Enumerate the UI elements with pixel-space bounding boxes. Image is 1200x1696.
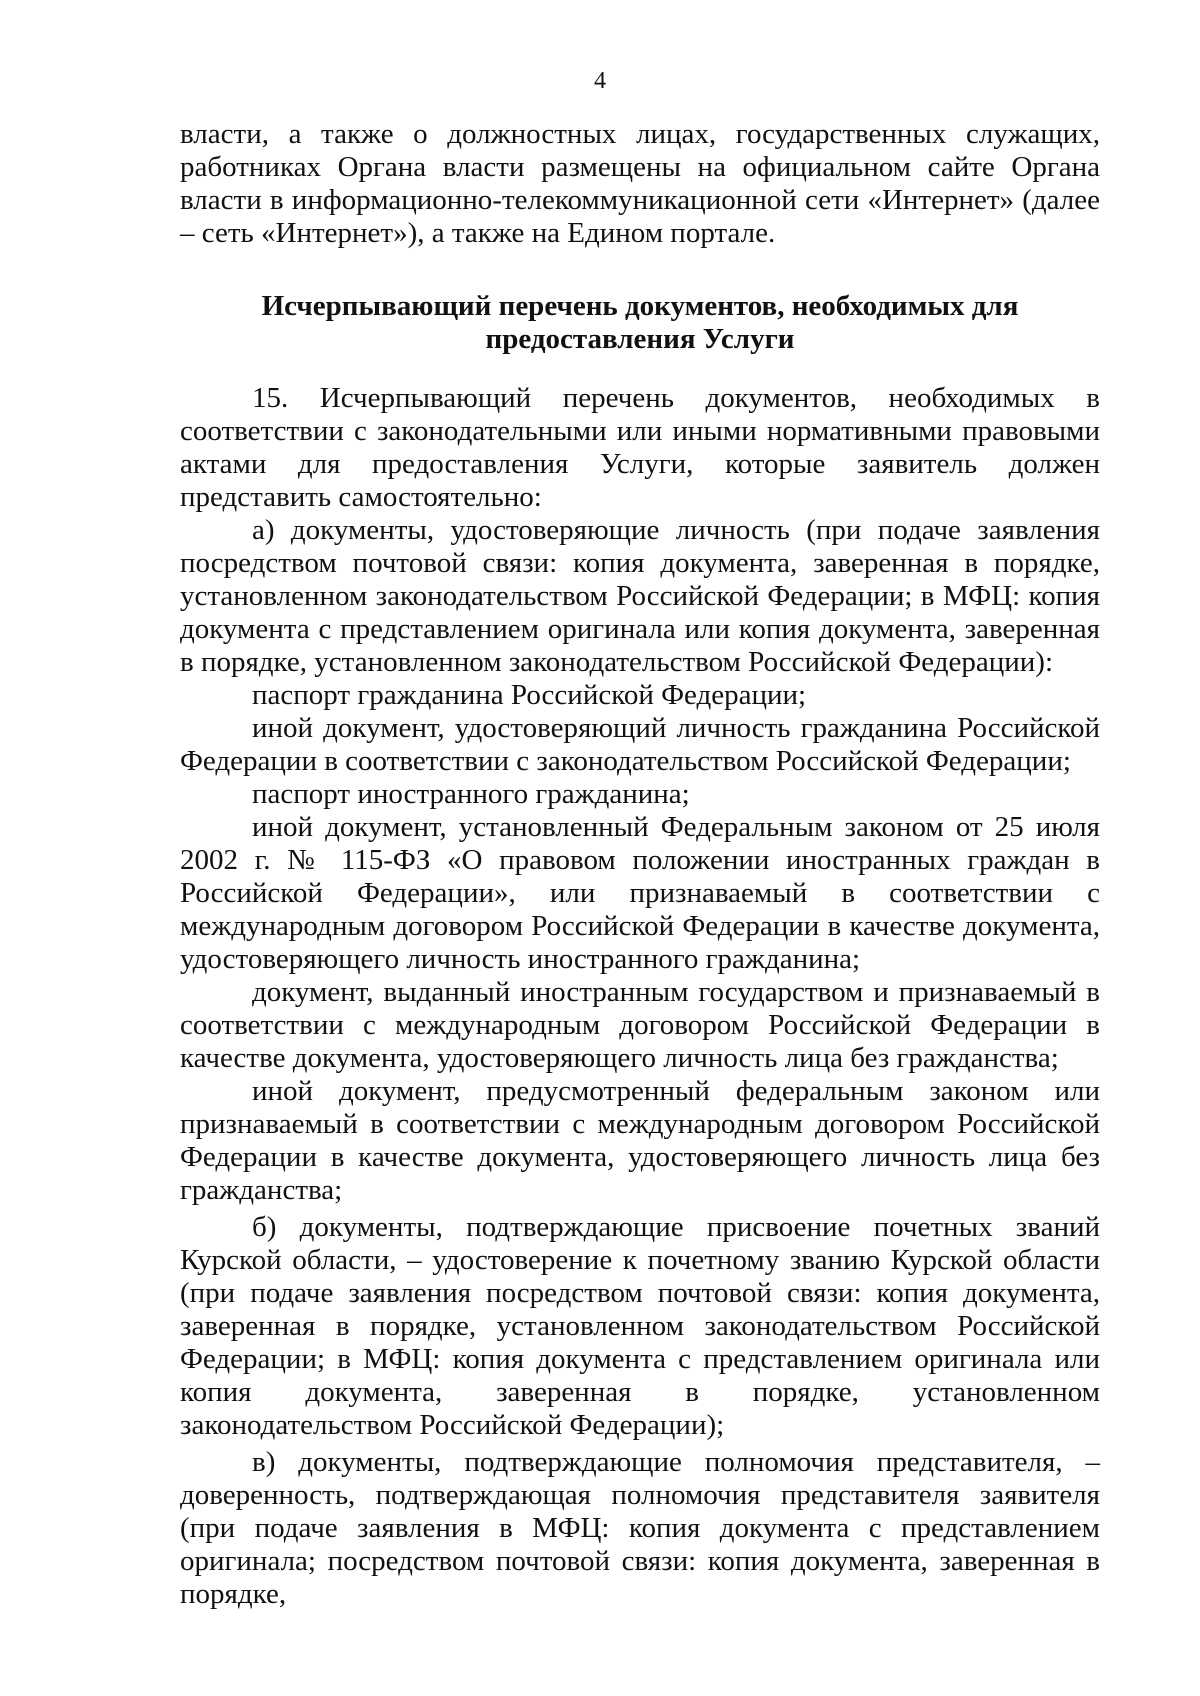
item-b: б) документы, подтверждающие присвоение почетных званий Курской области, – удостоверение к почетному званию Курской области (при подаче заявления посредством почтовой связи: копия документа, заверенная в порядке, установленном законодательством Российской Федерации; в МФЦ: копия документа с представлением оригинала или копия документа, заверенная в порядке, установленном законодательством Российской Федерации); — [180, 1211, 1100, 1441]
document-body — [180, 118, 1100, 1611]
list-item-passport-rf: паспорт гражданина Российской Федерации; — [252, 679, 807, 711]
intro-paragraph: власти, а также о должностных лицах, государственных служащих, работниках Органа власти размещены на официальном сайте Органа власти в информационно-телекоммуникационной сети «Интернет» (далее – сеть «Интернет»), а также на Едином портале. — [180, 118, 1100, 249]
paragraph-15: 15. Исчерпывающий перечень документов, необходимых в соответствии с законодательными или иными нормативными правовыми актами для предоставления Услуги, которые заявитель должен представить самостоятельно: — [180, 382, 1100, 513]
item-a: а) документы, удостоверяющие личность (при подаче заявления посредством почтовой связи: копия документа, заверенная в порядке, установленном законодательством Российской Федерации; в МФЦ: копия документа с представлением оригинала или копия документа, заверенная в порядке, установленном законодательством Российской Федерации): — [180, 514, 1100, 678]
list-item-foreign-passport: паспорт иностранного гражданина; — [252, 778, 690, 810]
section-heading-line-2: предоставления Услуги — [485, 323, 795, 355]
item-v: в) документы, подтверждающие полномочия представителя, – доверенность, подтверждающая полномочия представителя заявителя (при подаче заявления в МФЦ: копия документа с представлением оригинала; посредством почтовой связи: копия документа, заверенная в порядке, — [180, 1446, 1100, 1610]
list-item-stateless-foreign-document: документ, выданный иностранным государством и признаваемый в соответствии с международным договором Российской Федерации в качестве документа, удостоверяющего личность лица без гражданства; — [180, 976, 1100, 1074]
list-item-federal-law-document: иной документ, установленный Федеральным законом от 25 июля 2002 г. № 115-ФЗ «О правовом положении иностранных граждан в Российской Федерации», или признаваемый в соответствии с международным договором Российской Федерации в качестве документа, удостоверяющего личность иностранного гражданина; — [180, 811, 1100, 975]
section-heading — [180, 290, 1100, 356]
section-heading-line-1: Исчерпывающий перечень документов, необходимых для — [261, 290, 1019, 322]
list-item-stateless-other-document: иной документ, предусмотренный федеральным законом или признаваемый в соответствии с международным договором Российской Федерации в качестве документа, удостоверяющего личность лица без гражданства; — [180, 1075, 1100, 1206]
page-number: 4 — [594, 68, 606, 94]
list-item-other-rf-document: иной документ, удостоверяющий личность гражданина Российской Федерации в соответствии с законодательством Российской Федерации; — [180, 712, 1100, 777]
